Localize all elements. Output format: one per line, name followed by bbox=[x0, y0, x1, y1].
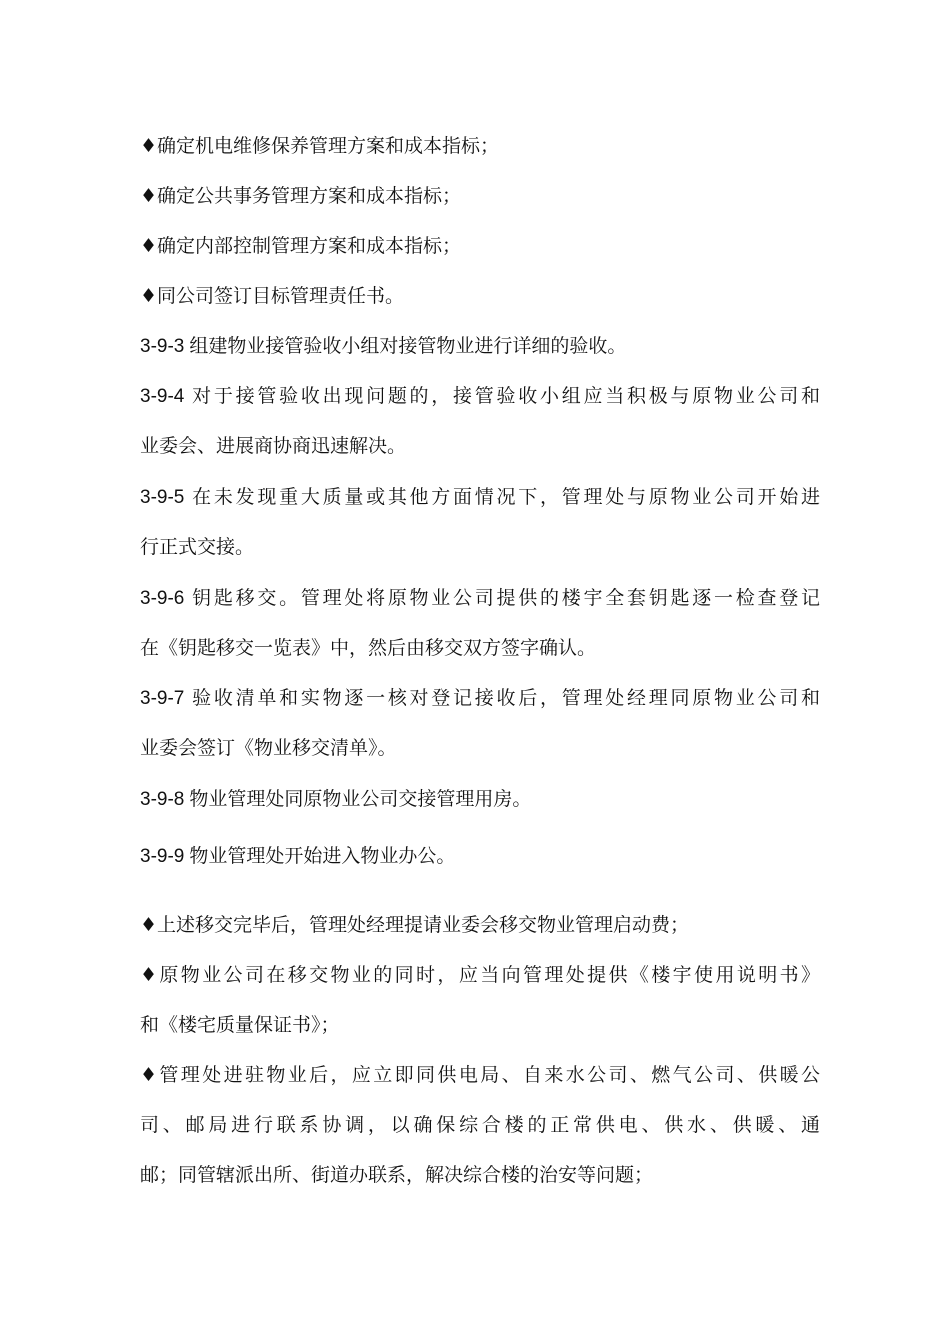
continuation-line: 行正式交接。 bbox=[140, 536, 255, 558]
bullet-line: ♦确定公共事务管理方案和成本指标； bbox=[140, 185, 462, 207]
section-number: 3-9-7 bbox=[140, 688, 185, 709]
bullet-line: ♦上述移交完毕后，管理处经理提请业委会移交物业管理启动费； bbox=[140, 914, 690, 936]
continuation-line: 业委会签订《物业移交清单》。 bbox=[140, 737, 397, 759]
continuation-line: 邮；同管辖派出所、街道办联系，解决综合楼的治安等问题； bbox=[140, 1164, 654, 1186]
section-line: 3-9-9 物业管理处开始进入物业办公。 bbox=[140, 845, 456, 867]
section-line: 3-9-3 组建物业接管验收小组对接管物业进行详细的验收。 bbox=[140, 335, 627, 357]
bullet-line: ♦确定内部控制管理方案和成本指标； bbox=[140, 235, 462, 257]
bullet-line: ♦管理处进驻物业后，应立即同供电局、自来水公司、燃气公司、供暖公 bbox=[140, 1064, 820, 1086]
section-number: 3-9-5 bbox=[140, 487, 185, 508]
continuation-line: 和《楼宅质量保证书》； bbox=[140, 1014, 340, 1036]
continuation-line: 在《钥匙移交一览表》中，然后由移交双方签字确认。 bbox=[140, 637, 597, 659]
section-line: 3-9-5 在未发现重大质量或其他方面情况下，管理处与原物业公司开始进 bbox=[140, 486, 820, 508]
section-number: 3-9-6 bbox=[140, 588, 185, 609]
bullet-line: ♦确定机电维修保养管理方案和成本指标； bbox=[140, 135, 500, 157]
section-number: 3-9-4 bbox=[140, 386, 185, 407]
section-number: 3-9-3 bbox=[140, 336, 185, 357]
section-number: 3-9-9 bbox=[140, 846, 185, 867]
bullet-line: ♦同公司签订目标管理责任书。 bbox=[140, 285, 405, 307]
section-line: 3-9-7 验收清单和实物逐一核对登记接收后，管理处经理同原物业公司和 bbox=[140, 687, 820, 709]
continuation-line: 业委会、进展商协商迅速解决。 bbox=[140, 435, 407, 457]
section-line: 3-9-6 钥匙移交。管理处将原物业公司提供的楼宇全套钥匙逐一检查登记 bbox=[140, 587, 820, 609]
continuation-line: 司、邮局进行联系协调，以确保综合楼的正常供电、供水、供暖、通 bbox=[140, 1114, 820, 1136]
section-line: 3-9-4 对于接管验收出现问题的，接管验收小组应当积极与原物业公司和 bbox=[140, 385, 820, 407]
section-number: 3-9-8 bbox=[140, 789, 185, 810]
bullet-line: ♦原物业公司在移交物业的同时，应当向管理处提供《楼宇使用说明书》 bbox=[140, 964, 820, 986]
section-line: 3-9-8 物业管理处同原物业公司交接管理用房。 bbox=[140, 788, 532, 810]
